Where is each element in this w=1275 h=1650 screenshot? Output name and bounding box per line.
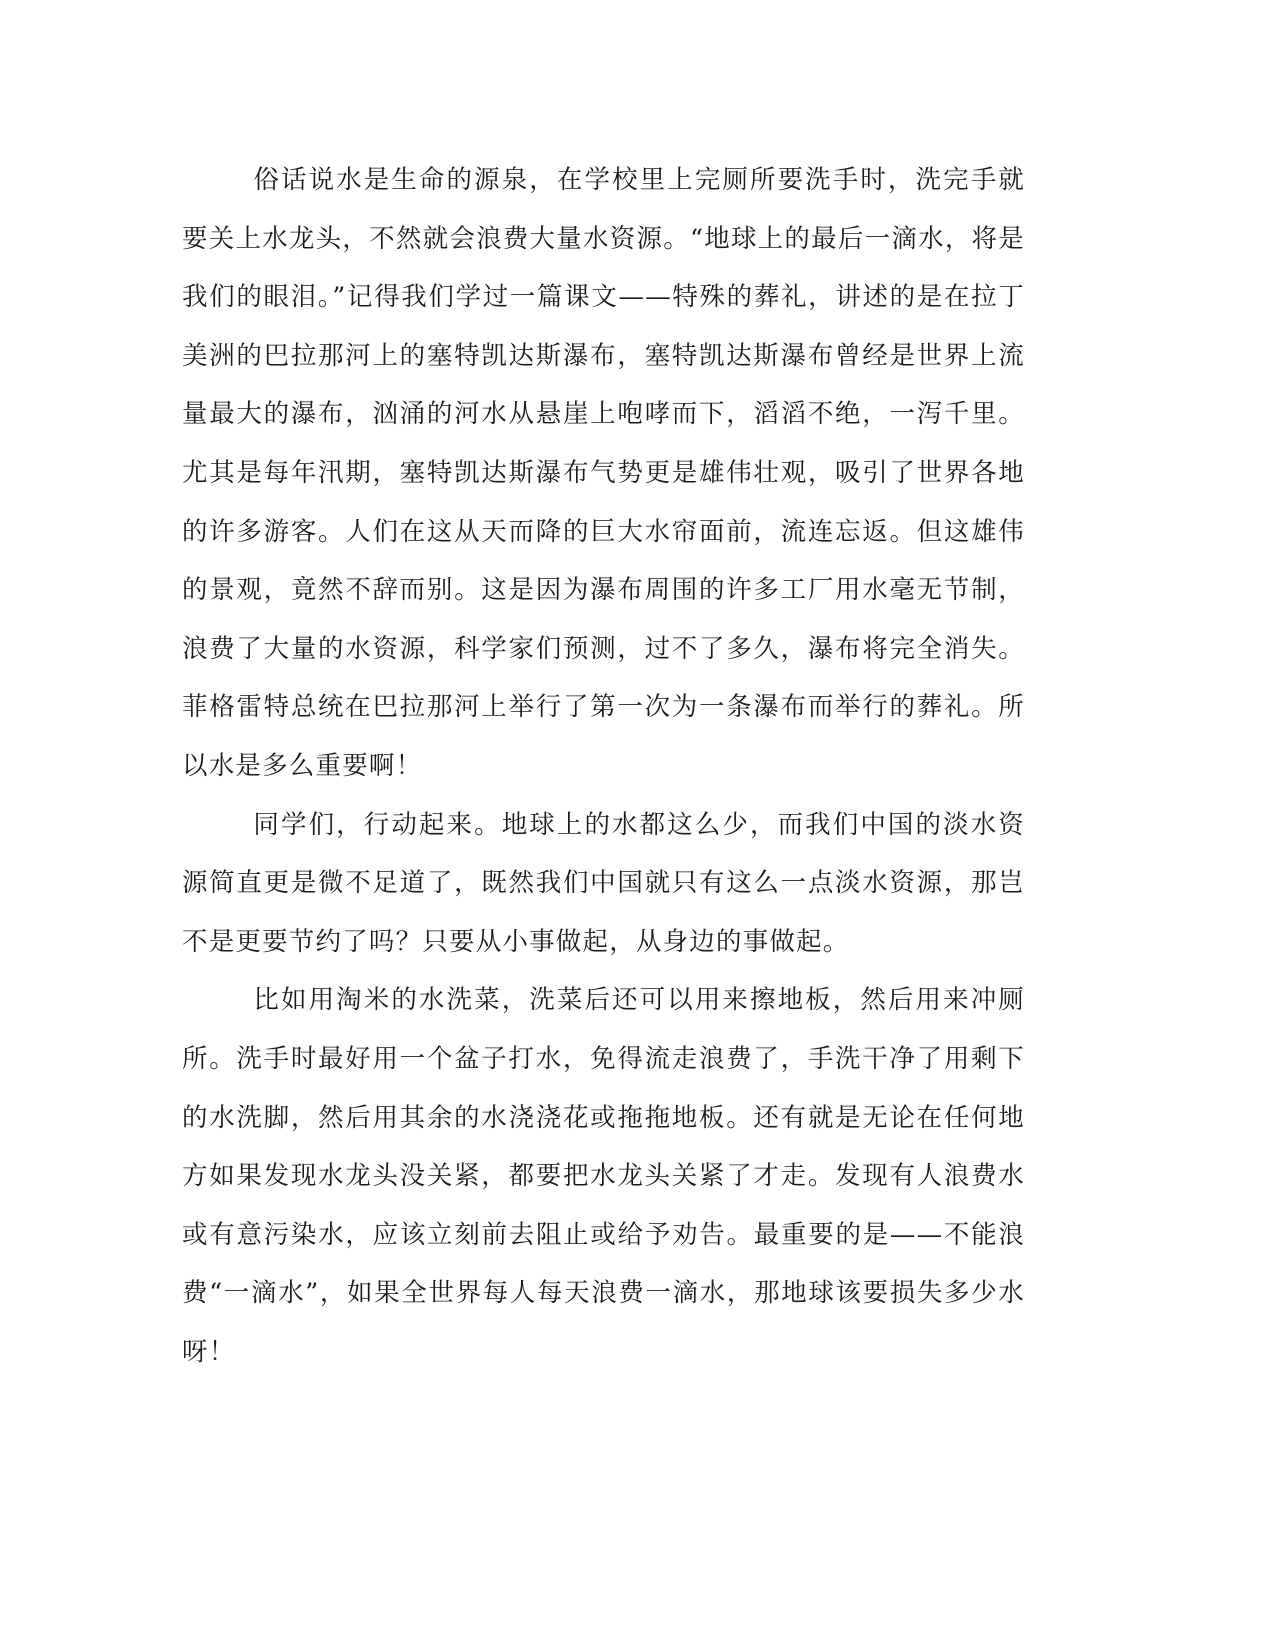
paragraph-saving-tips: 比如用淘米的水洗菜，洗菜后还可以用来擦地板，然后用来冲厕所。洗手时最好用一个盆子打水，免得流走浪费了，手洗干净了用剩下的水洗脚，然后用其余的水浇浇花或拖拖地板。还有就是无论在任何地方如果发现水龙头没关紧，都要把水龙头关紧了才走。发现有人浪费水或有意污染水，应该立刻前去阻止或给予劝告。最重要的是——不能浪费“一滴水”，如果全世界每人每天浪费一滴水，那地球该要损失多少水呀！ (182, 985, 1025, 1367)
document-body (182, 151, 1025, 1381)
paragraph-water-source: 俗话说水是生命的源泉，在学校里上完厕所要洗手时，洗完手就要关上水龙头，不然就会浪费大量水资源。“地球上的最后一滴水，将是我们的眼泪。”记得我们学过一篇课文——特殊的葬礼，讲述的是在拉丁美洲的巴拉那河上的塞特凯达斯瀑布，塞特凯达斯瀑布曾经是世界上流量最大的瀑布，汹涌的河水从悬崖上咆哮而下，滔滔不绝，一泻千里。尤其是每年汛期，塞特凯达斯瀑布气势更是雄伟壮观，吸引了世界各地的许多游客。人们在这从天而降的巨大水帘面前，流连忘返。但这雄伟的景观，竟然不辞而别。这是因为瀑布周围的许多工厂用水毫无节制，浪费了大量的水资源，科学家们预测，过不了多久，瀑布将完全消失。菲格雷特总统在巴拉那河上举行了第一次为一条瀑布而举行的葬礼。所以水是多么重要啊！ (182, 165, 1025, 781)
paragraph-call-to-action: 同学们，行动起来。地球上的水都这么少，而我们中国的淡水资源简直更是微不足道了，既然我们中国就只有这么一点淡水资源，那岂不是更要节约了吗？只要从小事做起，从身边的事做起。 (182, 809, 1025, 957)
